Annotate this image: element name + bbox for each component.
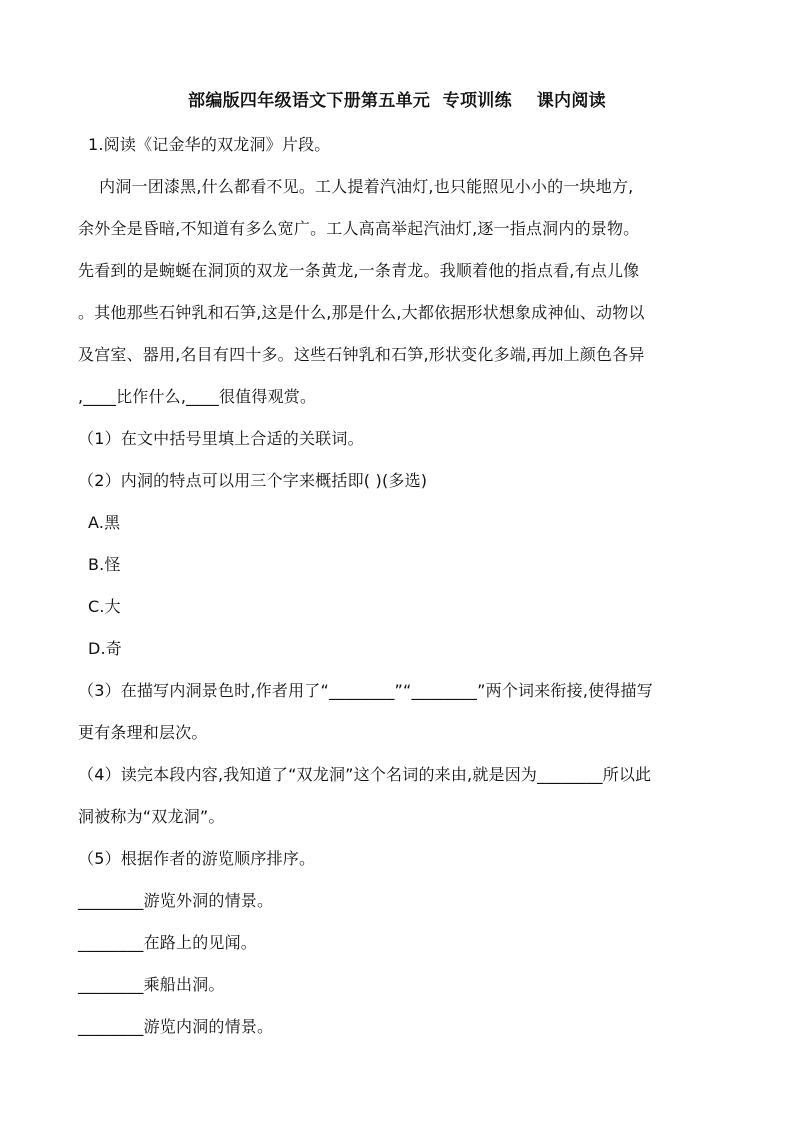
question-4: （4）读完本段内容,我知道了“双龙洞”这个名词的来由,就是因为________所以此 [78, 765, 652, 784]
option-d: D.奇 [88, 639, 123, 658]
question-5: （5）根据作者的游览顺序排序。 [78, 849, 316, 868]
passage-line: 及宫室、器用,名目有四十多。这些石钟乳和石笋,形状变化多端,再加上颜色各异 [78, 345, 645, 364]
passage-line: 余外全是昏暗,不知道有多么宽广。工人高高举起汽油灯,逐一指点洞内的景物。 [78, 219, 640, 238]
page-title: 部编版四年级语文下册第五单元 专项训练 课内阅读 [188, 91, 606, 111]
option-a: A.黑 [88, 513, 121, 532]
question-2: （2）内洞的特点可以用三个字来概括即( )(多选) [78, 471, 428, 490]
question-1: （1）在文中括号里填上合适的关联词。 [78, 429, 364, 448]
option-b: B.怪 [88, 555, 121, 574]
question-3-continued: 更有条理和层次。 [78, 723, 208, 742]
question-intro: 1.阅读《记金华的双龙洞》片段。 [88, 135, 331, 154]
option-c: C.大 [88, 597, 121, 616]
question-3: （3）在描写内洞景色时,作者用了“________”“________”两个词来衔接,使得描写 [78, 681, 653, 700]
passage-line: 。其他那些石钟乳和石笋,这是什么,那是什么,大都依据形状想象成神仙、动物以 [78, 303, 645, 322]
order-item: ________游览内洞的情景。 [78, 1017, 274, 1036]
passage-line: ,____比作什么,____很值得观赏。 [78, 387, 317, 406]
order-item: ________在路上的见闻。 [78, 933, 258, 952]
order-item: ________乘船出洞。 [78, 975, 225, 994]
order-item: ________游览外洞的情景。 [78, 891, 274, 910]
passage-line: 先看到的是蜿蜒在洞顶的双龙一条黄龙,一条青龙。我顺着他的指点看,有点儿像 [78, 261, 640, 280]
question-4-continued: 洞被称为“双龙洞”。 [78, 807, 225, 826]
passage-line: 内洞一团漆黑,什么都看不见。工人提着汽油灯,也只能照见小小的一块地方, [78, 177, 634, 196]
